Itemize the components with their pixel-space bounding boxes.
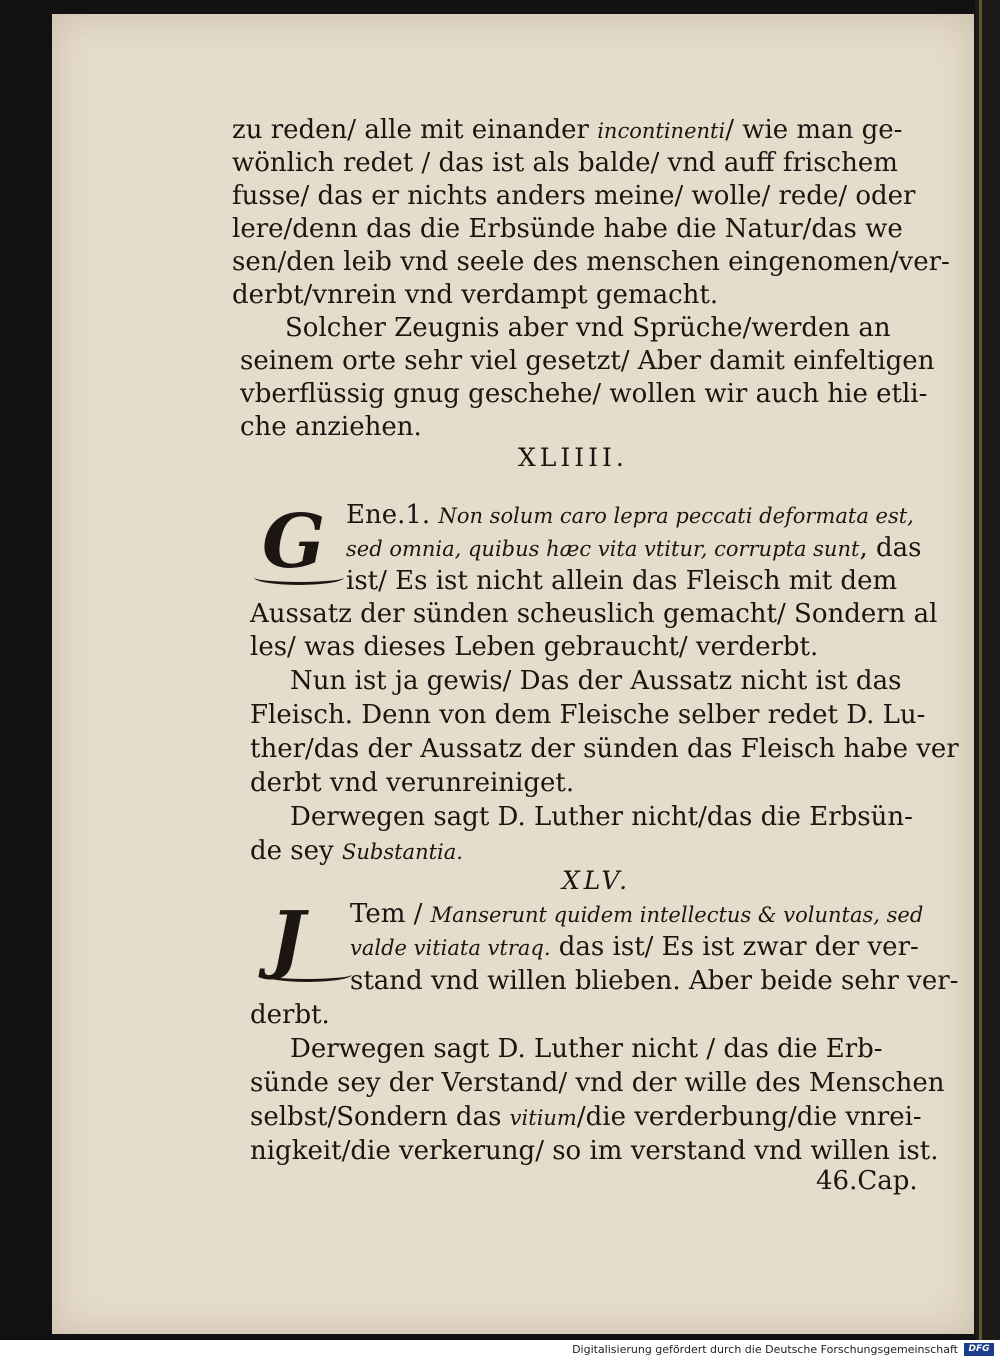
text-line: de sey Substantia. xyxy=(250,836,463,866)
decorated-initial: G xyxy=(262,499,326,585)
text-line: Derwegen sagt D. Luther nicht/das die Erbsün- xyxy=(290,802,913,832)
text-line: seinem orte sehr viel gesetzt/ Aber damit einfeltigen xyxy=(240,346,935,376)
text-line: nigkeit/die verkerung/ so im verstand vnd willen ist. xyxy=(250,1136,939,1166)
text-line: fusse/ das er nichts anders meine/ wolle/ rede/ oder xyxy=(232,181,916,211)
text-line: wönlich redet / das ist als balde/ vnd auff frischem xyxy=(232,148,898,178)
footer-bar xyxy=(0,1340,1000,1359)
text-line: derbt/vnrein vnd verdampt gemacht. xyxy=(232,280,719,310)
text-line: ther/das der Aussatz der sünden das Fleisch habe ver xyxy=(250,734,959,764)
text-line: sed omnia, quibus hæc vita vtitur, corrupta sunt, das xyxy=(346,533,922,563)
text-line: sünde sey der Verstand/ vnd der wille des Menschen xyxy=(250,1068,945,1098)
text-line: derbt vnd verunreiniget. xyxy=(250,768,575,798)
section-heading: XLV. xyxy=(562,866,632,895)
decorated-initial: J xyxy=(270,896,306,982)
text-line: Ene.1. Non solum caro lepra peccati deformata est, xyxy=(346,500,914,530)
book-spine-edge xyxy=(975,0,1000,1340)
text-line: Tem / Manserunt quidem intellectus & voluntas, sed xyxy=(350,899,924,929)
section-heading: XLIIII. xyxy=(518,443,628,472)
footer-credit: Digitalisierung gefördert durch die Deutsche Forschungsgemeinschaft xyxy=(572,1343,958,1356)
catchword: 46.Cap. xyxy=(816,1166,918,1196)
text-line: Derwegen sagt D. Luther nicht / das die Erb- xyxy=(290,1034,883,1064)
text-line: valde vitiata vtraq. das ist/ Es ist zwar der ver- xyxy=(350,932,919,962)
text-line: derbt. xyxy=(250,1000,330,1030)
text-line: les/ was dieses Leben gebraucht/ verderbt. xyxy=(250,632,819,662)
text-line: vberflüssig gnug geschehe/ wollen wir auch hie etli- xyxy=(240,379,928,409)
text-line: Aussatz der sünden scheuslich gemacht/ Sondern al xyxy=(250,599,938,629)
text-line: Fleisch. Denn von dem Fleische selber redet D. Lu- xyxy=(250,700,926,730)
text-line: zu reden/ alle mit einander incontinenti/ wie man ge- xyxy=(232,115,903,145)
text-line: che anziehen. xyxy=(240,412,422,442)
text-line: selbst/Sondern das vitium/die verderbung/die vnrei- xyxy=(250,1102,922,1132)
text-line: stand vnd willen blieben. Aber beide sehr ver- xyxy=(350,966,959,996)
text-line: ist/ Es ist nicht allein das Fleisch mit dem xyxy=(346,566,898,596)
text-line: Nun ist ja gewis/ Das der Aussatz nicht ist das xyxy=(290,666,902,696)
text-line: sen/den leib vnd seele des menschen eingenomen/ver- xyxy=(232,247,950,277)
text-line: Solcher Zeugnis aber vnd Sprüche/werden an xyxy=(285,313,891,343)
text-line: lere/denn das die Erbsünde habe die Natur/das we xyxy=(232,214,903,244)
dfg-logo: DFG xyxy=(964,1343,994,1356)
